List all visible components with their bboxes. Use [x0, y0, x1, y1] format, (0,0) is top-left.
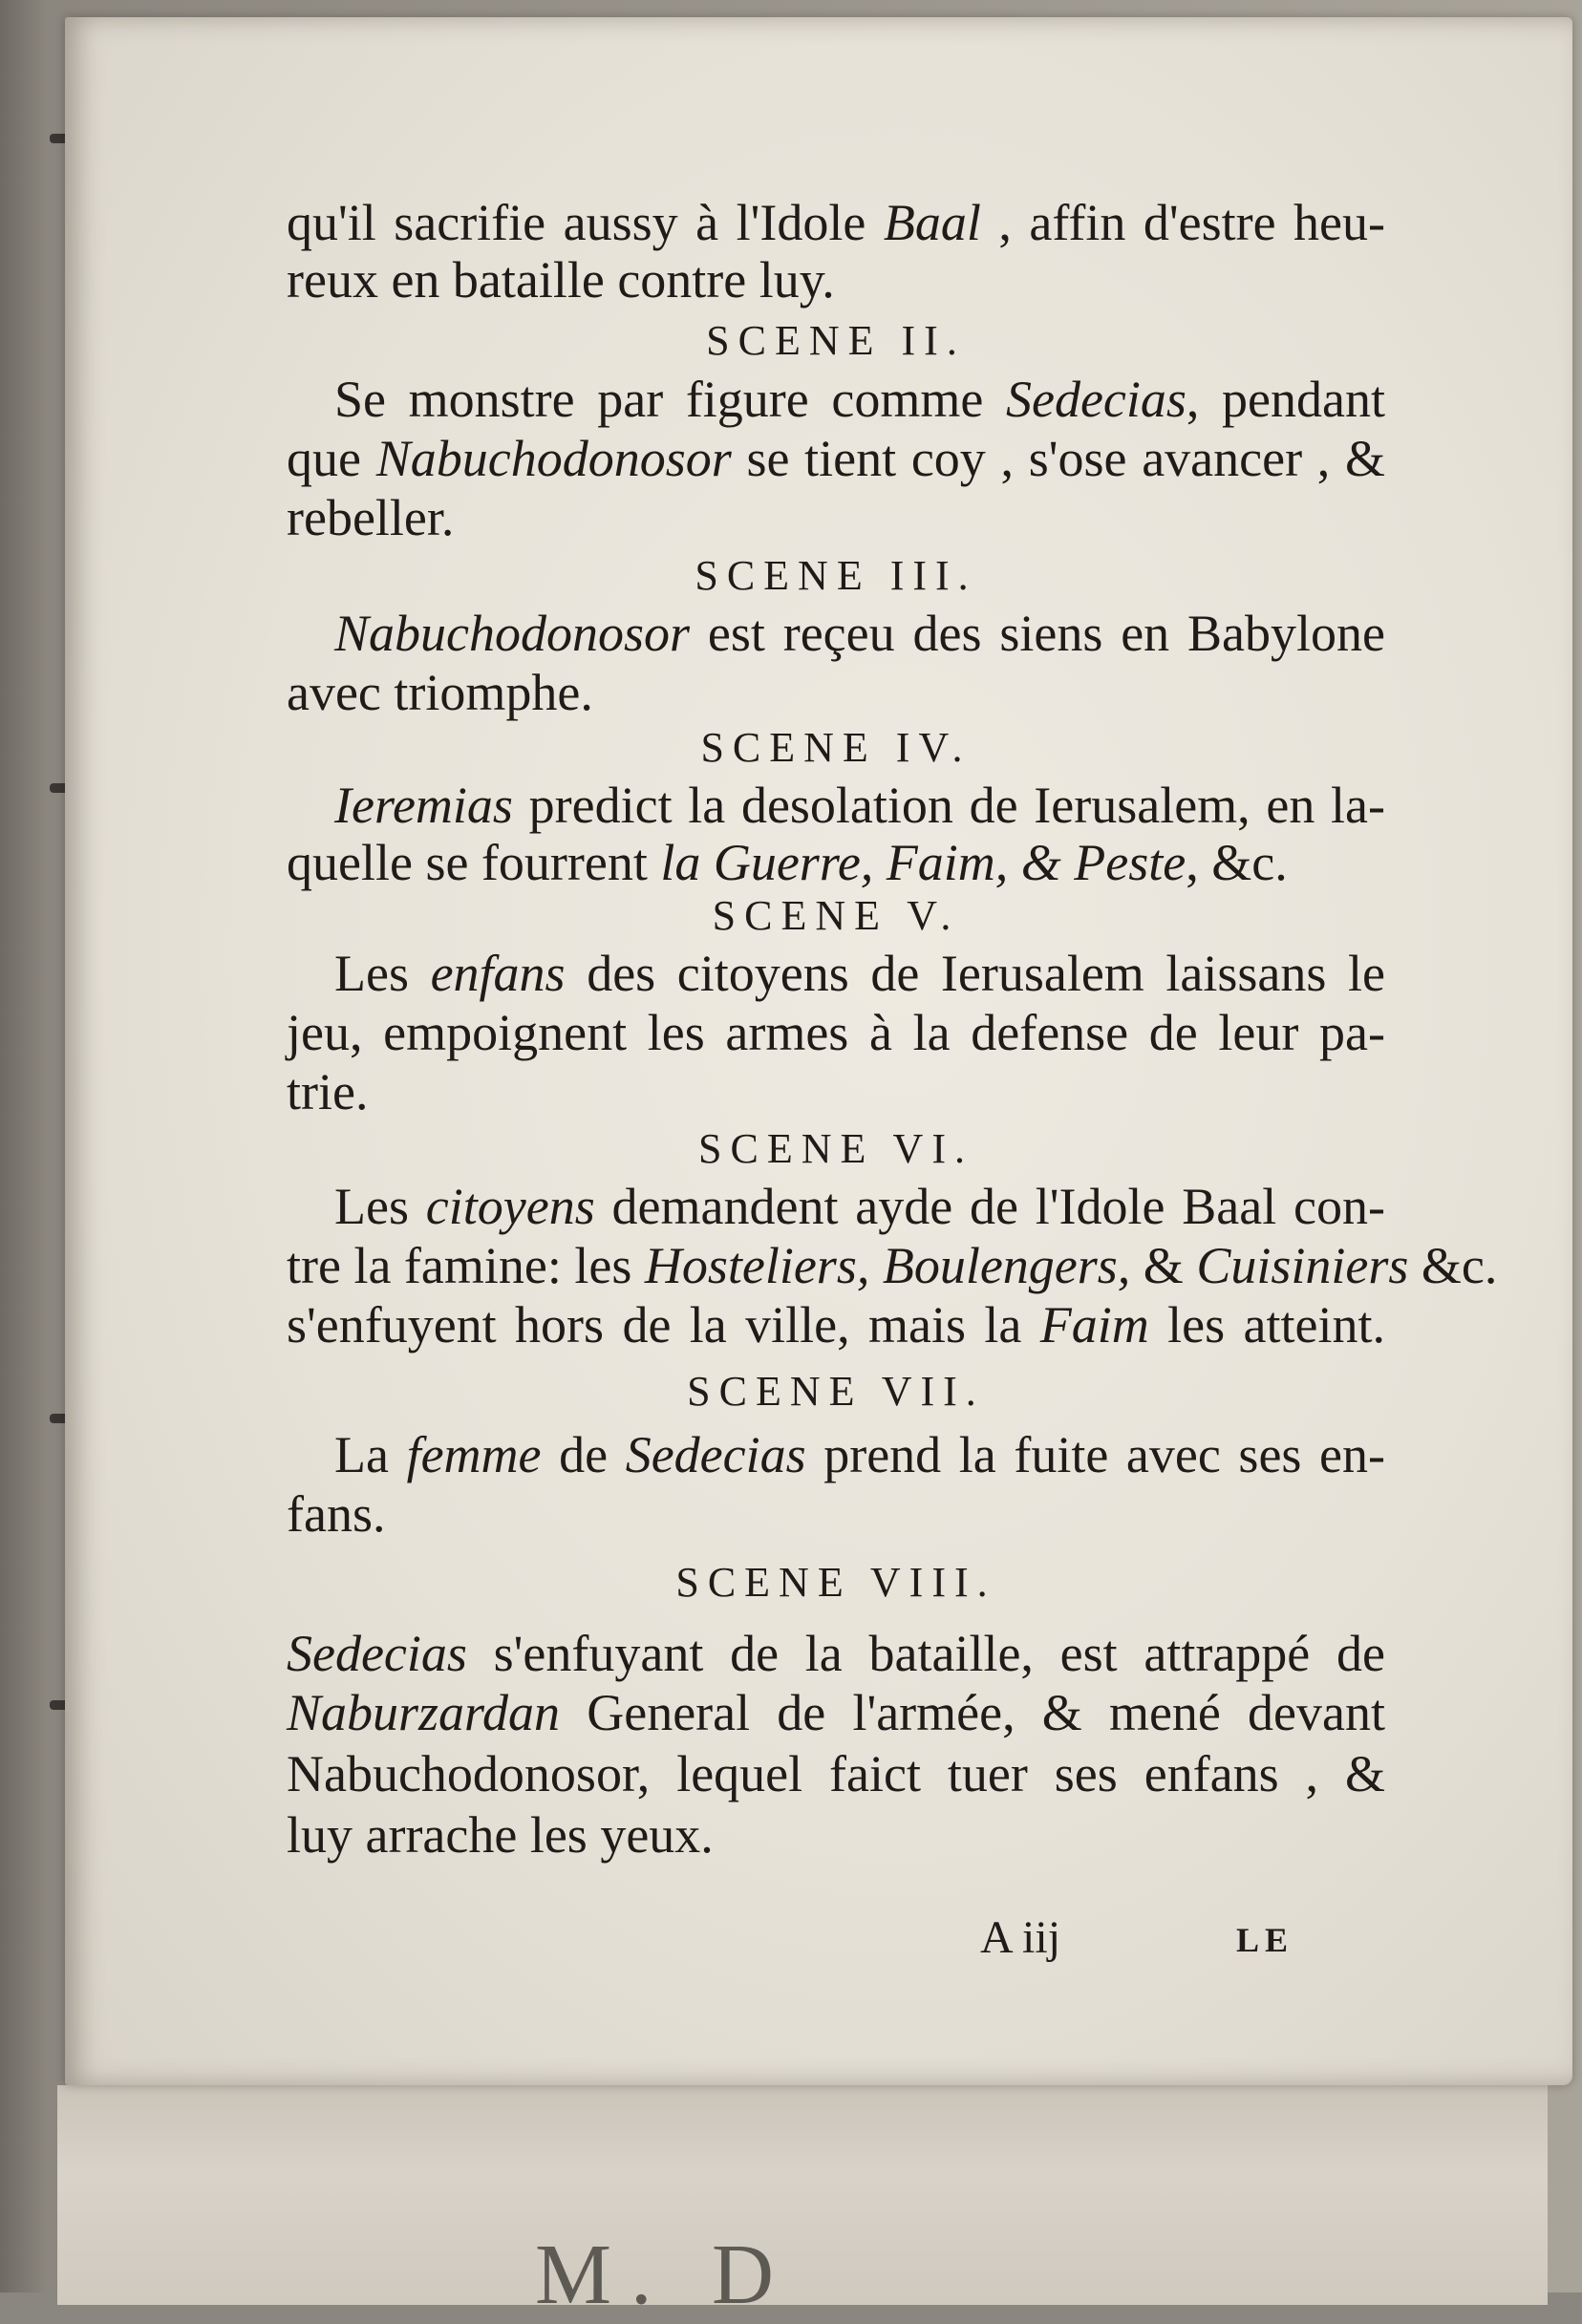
italic-text: Sedecias [625, 1426, 806, 1483]
italic-text: Hosteliers, Boulengers, [644, 1237, 1131, 1294]
scene-heading: SCENE VIII. [675, 1559, 996, 1606]
text-line: Naburzardan General de l'armée, & mené devant [287, 1684, 1385, 1741]
underlying-page [57, 2085, 1548, 2305]
text-line: jeu, empoignent les armes à la defense de leur pa- [287, 1004, 1385, 1061]
italic-text: Naburzardan [287, 1684, 561, 1741]
signature-mark: A iij [980, 1912, 1061, 1963]
italic-text: Baal [883, 194, 981, 251]
book-page [65, 17, 1572, 2085]
text-line: fans. [287, 1485, 386, 1543]
italic-text: Sedecias [287, 1625, 467, 1682]
text-line: s'enfuyent hors de la ville, mais la Faim les atteint. [287, 1296, 1385, 1354]
scene-heading: SCENE VII. [687, 1368, 985, 1415]
text-line: Se monstre par figure comme Sedecias, pendant [334, 371, 1385, 428]
italic-text: enfans [430, 945, 566, 1002]
text-line: tre la famine: les Hosteliers, Boulengers, & Cuisiniers &c. [287, 1237, 1498, 1294]
italic-text: Ieremias [334, 777, 513, 834]
text-line: Nabuchodonosor, lequel faict tuer ses enfans , & [287, 1745, 1385, 1802]
text-line: Nabuchodonosor est reçeu des siens en Babylone [334, 605, 1385, 662]
italic-text: Cuisiniers [1196, 1237, 1409, 1294]
text-line: Les citoyens demandent ayde de l'Idole Baal con- [334, 1178, 1385, 1235]
text-line: reux en bataille contre luy. [287, 251, 835, 309]
italic-text: Nabuchodonosor [334, 605, 691, 662]
scene-heading: SCENE II. [706, 317, 966, 364]
text-line: qu'il sacrifie aussy à l'Idole Baal , affin d'estre heu- [287, 194, 1385, 251]
text-line: Sedecias s'enfuyant de la bataille, est attrappé de [287, 1625, 1385, 1682]
text-line: trie. [287, 1063, 369, 1120]
text-line: Les enfans des citoyens de Ierusalem laissans le [334, 945, 1385, 1002]
italic-text: Nabuchodonosor [375, 430, 732, 487]
scene-heading: SCENE IV. [700, 724, 972, 771]
scene-heading: SCENE VI. [698, 1125, 973, 1172]
text-line: luy arrache les yeux. [287, 1806, 714, 1864]
text-line: Ieremias predict la desolation de Ierusalem, en la- [334, 777, 1385, 834]
text-line: La femme de Sedecias prend la fuite avec ses en- [334, 1426, 1385, 1483]
italic-text: Faim [1039, 1296, 1149, 1354]
italic-text: femme [406, 1426, 542, 1483]
catchword: LE [1236, 1921, 1294, 1959]
italic-text: citoyens [425, 1178, 595, 1235]
scene-heading: SCENE III. [695, 552, 977, 599]
text-line: quelle se fourrent la Guerre, Faim, & Peste, &c. [287, 834, 1288, 891]
scene-heading: SCENE V. [712, 892, 960, 939]
italic-text: Sedecias [1005, 371, 1186, 428]
text-line: rebeller. [287, 489, 455, 546]
text-line: que Nabuchodonosor se tient coy , s'ose avancer , & [287, 430, 1386, 487]
italic-text: la Guerre, Faim, & Peste [660, 834, 1186, 891]
text-line: avec triomphe. [287, 664, 593, 721]
underlying-page-text-fragment: M. D [535, 2228, 794, 2322]
